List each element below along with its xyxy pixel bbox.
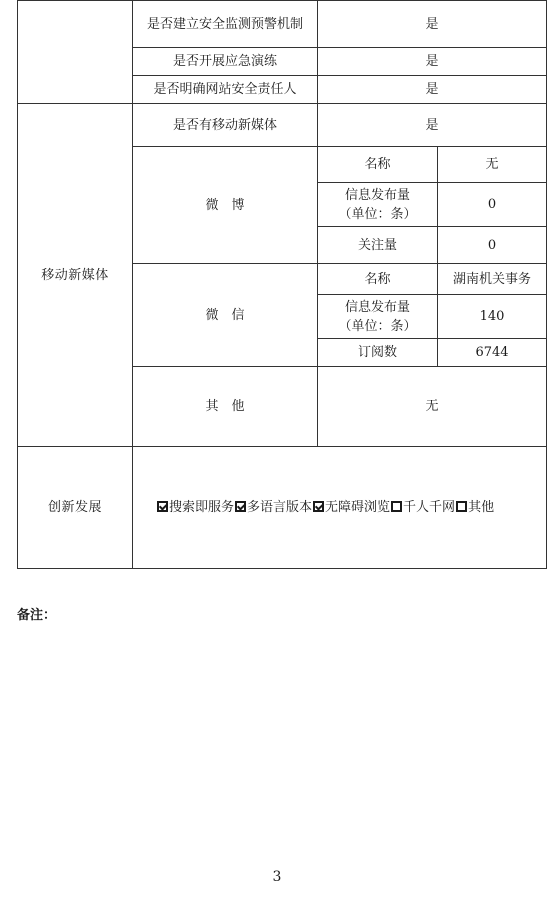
checkbox-icon[interactable] (235, 501, 246, 512)
responsible-label: 是否明确网站安全责任人 (133, 76, 318, 104)
wechat-posts-label-line1: 信息发布量 (344, 299, 410, 315)
other-media-value: 无 (318, 367, 547, 447)
monitoring-value: 是 (318, 1, 547, 48)
weibo-label: 微 博 (133, 147, 318, 264)
other-media-label: 其 他 (133, 367, 318, 447)
wechat-subs-label: 订阅数 (318, 339, 438, 367)
weibo-posts-label (318, 183, 438, 227)
innovation-option: 搜索即服务 (157, 500, 235, 515)
wechat-subs-value: 6744 (438, 339, 547, 367)
innovation-options (133, 447, 547, 569)
wechat-label: 微 信 (133, 264, 318, 367)
safety-section-cell (18, 1, 133, 104)
drill-label: 是否开展应急演练 (133, 48, 318, 76)
media-has-label: 是否有移动新媒体 (133, 104, 318, 147)
checkbox-icon[interactable] (456, 501, 467, 512)
weibo-name-value: 无 (438, 147, 547, 183)
checkbox-icon[interactable] (391, 501, 402, 512)
notes-label: 备注： (17, 608, 57, 623)
drill-value: 是 (318, 48, 547, 76)
weibo-followers-value: 0 (438, 227, 547, 264)
innovation-option: 其他 (456, 500, 495, 515)
responsible-value: 是 (318, 76, 547, 104)
weibo-posts-label-line1: 信息发布量 (344, 187, 410, 203)
checkbox-icon[interactable] (313, 501, 324, 512)
wechat-posts-value: 140 (438, 295, 547, 339)
wechat-posts-label-line2: （单位：条） (338, 318, 417, 334)
innovation-option: 千人千网 (391, 500, 456, 515)
weibo-posts-value: 0 (438, 183, 547, 227)
monitoring-label: 是否建立安全监测预警机制 (133, 1, 318, 48)
weibo-followers-label: 关注量 (318, 227, 438, 264)
checkbox-icon[interactable] (157, 501, 168, 512)
report-table (17, 0, 547, 569)
innovation-option: 多语言版本 (235, 500, 313, 515)
media-section-label: 移动新媒体 (18, 104, 133, 447)
innovation-label: 创新发展 (18, 447, 133, 569)
weibo-name-label: 名称 (318, 147, 438, 183)
innovation-option: 无障碍浏览 (313, 500, 391, 515)
wechat-posts-label (318, 295, 438, 339)
weibo-posts-label-line2: （单位：条） (338, 206, 417, 222)
wechat-name-label: 名称 (318, 264, 438, 295)
wechat-name-value: 湖南机关事务 (438, 264, 547, 295)
page-number: 3 (272, 869, 282, 885)
media-has-value: 是 (318, 104, 547, 147)
